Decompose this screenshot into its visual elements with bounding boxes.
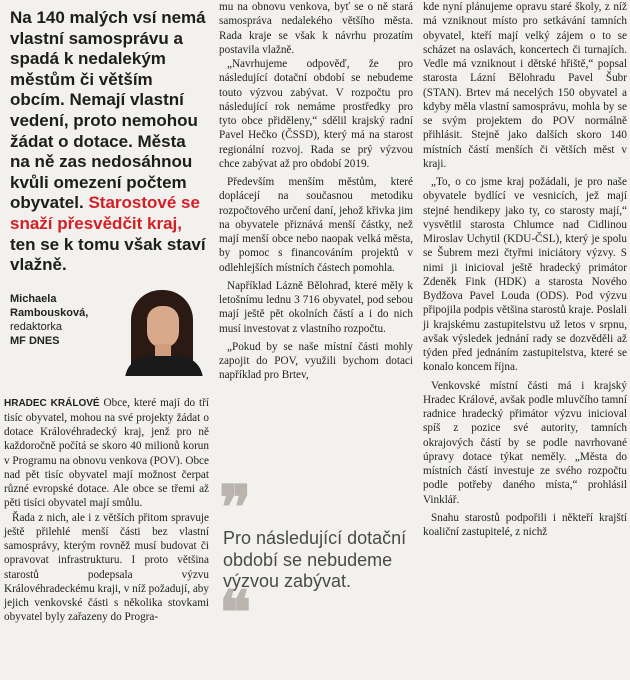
author-role: redaktorka — [10, 320, 62, 333]
column-2 — [219, 0, 413, 646]
paragraph: mu na obnovu venkova, byť se o ně stará samospráva nedalekého většího města. Rada kraje se však k návrhu prozatím postavila vlažně. — [219, 1, 413, 56]
lead-paragraph — [10, 8, 209, 276]
column-1 — [4, 0, 209, 625]
lead-headline: Na 140 malých vsí nemá vlastní samosprávu a spadá k nedalekým městům či větším obcím. Nemají vlastní vedení, proto nemohou žádat o dotace. Města na ně zas nedosáhnou kvůli omezení počtem obyvatel. — [10, 8, 206, 213]
paragraph: kde nyní plánujeme opravu staré školy, z níž má vzniknout místo pro setkávání tamních obyvatel, kteří mají velký zájem o to se scházet na oslavách, koncertech či turnajích. Vedle má vzniknout i dětské hřiště,“ popsal starosta Lázní Bělohradu Pavel Šubr (STAN). Brtev má necelých 150 obyvatel a kdyby měla vlastní samosprávu, mohla by se se svým projektem do POV normálně přihlásit. Stejně jako dalších skoro 140 místních částí menších či větších měst v kraji. — [423, 1, 627, 170]
paragraph: Snahu starostů podpořili i někteří krajští koaliční zastupitelé, z nichž — [423, 511, 627, 538]
article-body-col1 — [4, 396, 209, 625]
quote-close-icon: ❝ — [219, 579, 252, 646]
lead-tail: ten se k tomu však staví vlažně. — [10, 234, 206, 275]
quote-open-icon: ❞ — [219, 475, 252, 541]
dateline-place: HRADEC KRÁLOVÉ — [4, 397, 100, 409]
author-photo — [117, 284, 209, 376]
paragraph: Řada z nich, ale i z větších přitom spravuje ještě přilehlé menší části bez vlastní samosprávy, kterým rovněž musí budovat či opravovat infrastrukturu. I proto většina starostů podepsala výzvu Královéhradeckému kraji, v níž požadují, aby jejich venkovské části s několika stovkami obyvatel byly zařazeny do Progra- — [4, 511, 209, 624]
column-3 — [423, 0, 627, 539]
paragraph: Například Lázně Bělohrad, které měly k letošnímu lednu 3 716 obyvatel, pod sebou mají ještě pět okolních částí a i do nich musí investovat z vlastního rozpočtu. — [219, 279, 413, 335]
paragraph: Především menším městům, které doplácejí na současnou metodiku rozpočtového určení daní, jehož křivka jim na obyvatele přiznává menší částky, než mají menší obce nebo naopak velká města, by pomoc s financováním projektů v odlehlejších místních částech pomohla. — [219, 176, 413, 274]
author-name: Michaela Rambousková, — [10, 292, 89, 319]
author-text — [4, 284, 117, 376]
paragraph: „Navrhujeme odpověď, že pro následující dotační období se nebudeme touto výzvou zabývat. V rozpočtu pro následující rok nemáme prostředky pro tyto obce přiděleny,“ sdělil krajský radní Pavel Hečko (ČSSD), který má na starost regionální rozvoj. Rada se prý výzvou chce zabývat až pro období 2019. — [219, 58, 413, 170]
pull-quote-text: Pro následující dotační období se nebudeme výzvou zabývat. — [223, 528, 407, 591]
paragraph: HRADEC KRÁLOVÉ Obce, které mají do tří tisíc obyvatel, mohou na své projekty žádat o dotace Královéhradecký kraj, jenž pro ně každoročně počítá se skoro 40 milionů korun v Programu na obnovu venkova (POV). Obce nad pět tisíc obyvatel mají možnost čerpat různé evropské dotace. Ale obce se třemi až pěti tisíci obyvatel mají smůlu. — [4, 396, 210, 510]
paragraph: „To, o co jsme kraj požádali, je pro naše obyvatele bydlící ve vesnicích, jež mají stejné hendikepy jako ty, co starosty mají,“ vysvětlil starosta Chlumce nad Cidlinou Miroslav Uchytil (KDU-ČSL), který je spolu se Šubrem mezi čtyřmi iniciátory výzvy. S nimi ji inicioval ještě hradecký primátor Zdeněk Fink (HDK) a starosta Nového Bydžova Pavel Louda (ODS). Pod výzvu připojila podpis většina starostů kraje. Poslali ji krajskému zastupitelstvu už letos v srpnu, avšak výsledek jednání rady se dozvěděli až týden před jednáním zastupitelstva, které se konalo koncem října. — [423, 176, 627, 374]
lead-red-highlight: Starostové se snaží přesvědčit kraj, — [10, 193, 200, 233]
paragraph: Venkovské místní části má i krajský Hradec Králové, avšak podle mluvčího tamní radnice hradecký přimátor výzvu inicioval spíš z pozice své autority, tamních okrajových částí by se podle navrhované úpravy dotace týkat neměly. „Města do místních částí investuje ze svého rozpočtu podle potřeby daného místa,“ prohlásil Vinklář. — [423, 379, 627, 506]
pull-quote — [219, 475, 413, 678]
author-outlet: MF DNES — [10, 334, 60, 347]
paragraph: „Pokud by se naše místní části mohly zapojit do POV, využili bychom dotaci například pro Brtev, — [219, 340, 413, 382]
author-box — [4, 284, 209, 376]
